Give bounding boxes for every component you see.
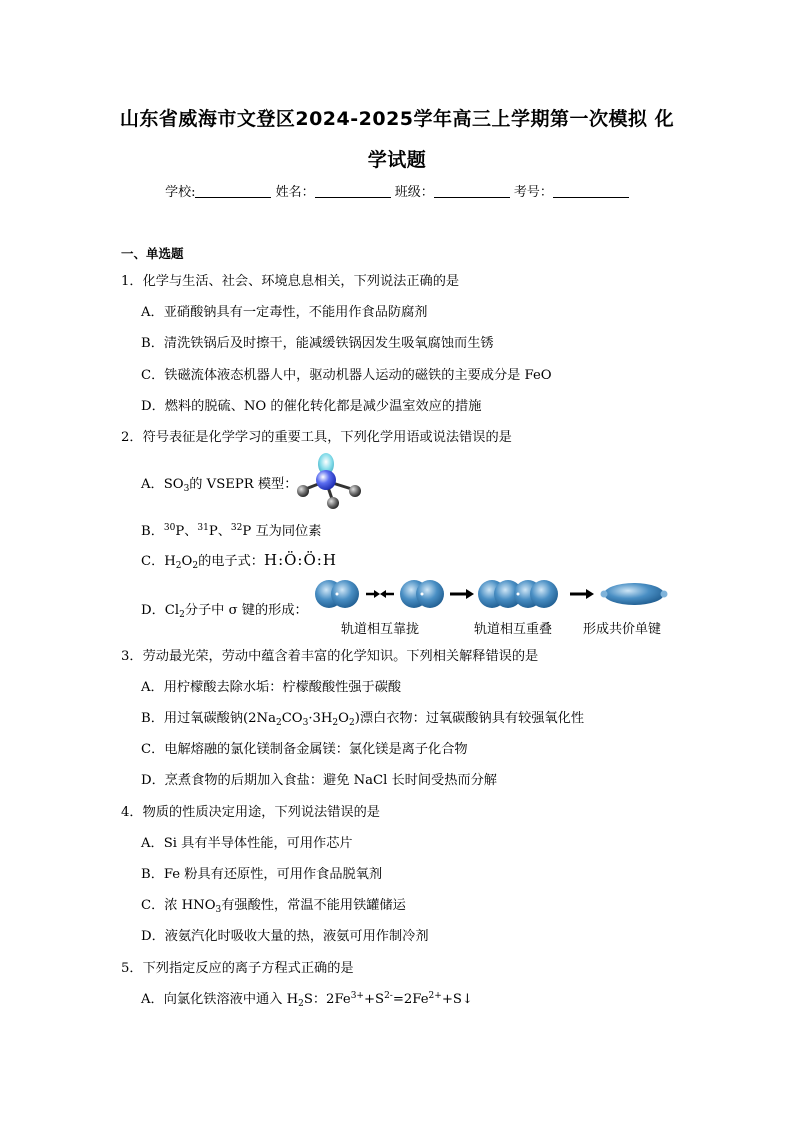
q2-option-c: C．$H_2O_2$的电子式：H:Ö:Ö:H [141,551,337,571]
vsepr-model-image [293,450,365,512]
q4-option-b: B．Fe 粉具有还原性，可用作食品脱氧剂 [141,867,383,882]
school-label: 学校: [165,185,196,200]
q3-option-a: A．用柠檬酸去除水垢：柠檬酸酸性强于碳酸 [141,680,402,695]
q3-option-b: B．用过氧碳酸钠$(2Na_2CO_3\cdot 3H_2O_2)$漂白衣物：过氧碳酸钠具有较强氧化性 [141,711,585,728]
q2-option-d: D．$Cl_2$分子中 σ 键的形成： [141,603,308,620]
q3-option-c: C．电解熔融的氯化镁制备金属镁：氯化镁是离子化合物 [141,742,468,757]
exam-no-blank[interactable] [553,184,629,198]
class-blank[interactable] [434,184,510,198]
q1-option-c: C．铁磁流体液态机器人中，驱动机器人运动的磁铁的主要成分是 FeO [141,368,552,383]
q4-option-d: D．液氨汽化时吸收大量的热，液氨可用作制冷剂 [141,929,429,944]
name-label: 姓名： [275,185,315,200]
exam-no-label: 考号： [513,185,553,200]
q4-option-c: C．浓 $HNO_3$有强酸性，常温不能用铁罐储运 [141,898,406,915]
q2-option-a: A．$SO_3$的 VSEPR 模型： [141,477,298,494]
q3-option-d: D．烹煮食物的后期加入食盐：避免 NaCl 长时间受热而分解 [141,773,497,788]
q2-stem: 2．符号表征是化学学习的重要工具，下列化学用语或说法错误的是 [121,430,512,445]
q3-stem: 3．劳动最光荣，劳动中蕴含着丰富的化学知识。下列相关解释错误的是 [121,649,539,664]
diagram-label-approach: 轨道相互靠拢 [341,622,420,637]
student-info-row [0,181,794,200]
school-blank[interactable] [195,184,271,198]
h2o2-electron-formula: H:Ö:Ö:H [264,551,337,569]
q4-option-a: A．Si 具有半导体性能，可用作芯片 [141,836,353,851]
q4-stem: 4．物质的性质决定用途，下列说法错误的是 [121,805,380,820]
sigma-bond-diagram [314,579,672,611]
q1-stem: 1．化学与生活、社会、环境息息相关，下列说法正确的是 [121,274,460,289]
name-blank[interactable] [315,184,391,198]
class-label: 班级： [394,185,434,200]
diagram-label-bond: 形成共价单键 [583,622,662,637]
q5-stem: 5．下列指定反应的离子方程式正确的是 [121,961,354,976]
section-heading: 一、单选题 [121,246,184,261]
q1-option-d: D．燃料的脱硫、NO 的催化转化都是减少温室效应的措施 [141,399,482,414]
exam-title-line2: 学试题 [367,149,427,171]
exam-title-line1: 山东省威海市文登区2024-2025学年高三上学期第一次模拟 化 [119,108,675,130]
q5-option-a: A．向氯化铁溶液中通入 $H_2S$：$2Fe^{3+}+S^{2-}=2Fe^{2+}+S↓$ [141,991,473,1009]
q1-option-a: A．亚硝酸钠具有一定毒性，不能用作食品防腐剂 [141,305,428,320]
diagram-label-overlap: 轨道相互重叠 [474,622,553,637]
q1-option-b: B．清洗铁锅后及时擦干，能减缓铁锅因发生吸氧腐蚀而生锈 [141,336,494,351]
q2-option-b: B．$^{30}$P、$^{31}$P、$^{32}$P 互为同位素 [141,523,322,539]
